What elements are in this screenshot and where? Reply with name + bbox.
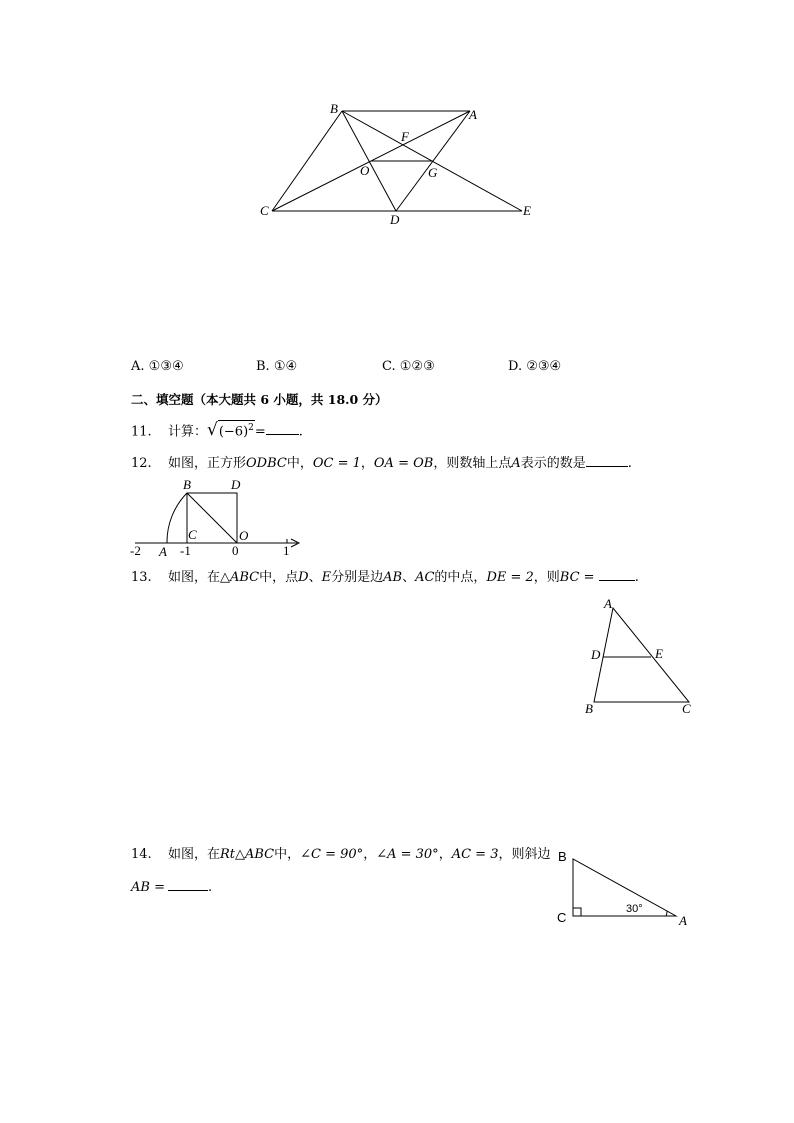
option-text: ①②③ (399, 359, 435, 374)
label-C: C (260, 203, 269, 218)
label-O: O (360, 163, 370, 178)
label-B: B (585, 701, 593, 716)
q14-text: ， (438, 847, 452, 862)
triangle-ABC (594, 608, 689, 702)
q14-triangle: Rt△ABC (219, 847, 275, 862)
question-12 (131, 453, 632, 473)
label-C: C (557, 910, 567, 925)
angle-label: 30° (626, 903, 643, 915)
label-C: C (682, 701, 691, 716)
q13-text: 的中点， (434, 570, 487, 585)
option-letter: A. (131, 359, 145, 374)
option-a[interactable] (131, 359, 184, 374)
tick-label: 0 (232, 543, 239, 558)
option-b[interactable] (256, 359, 297, 374)
q12-square: ODBC (245, 456, 287, 471)
option-text: ①④ (273, 359, 298, 374)
q13-suffix: . (634, 570, 639, 585)
q12-text: ，则数轴上点 (433, 456, 512, 471)
q13-triangle: △ABC (219, 570, 260, 585)
label-B: B (558, 849, 567, 864)
q14-condition: ∠A = 30° (376, 847, 439, 862)
option-letter: D. (508, 359, 523, 374)
q12-text: 中， (286, 456, 313, 471)
label-D: D (231, 477, 241, 492)
arc-BA (167, 493, 187, 543)
answer-blank[interactable] (168, 877, 208, 891)
q13-ask: BC = (559, 570, 595, 585)
label-A: A (159, 544, 167, 559)
angle-arc-A (666, 911, 667, 916)
answer-blank[interactable] (586, 453, 628, 467)
radicand: (−6) (218, 424, 249, 440)
option-text: ②③④ (526, 359, 562, 374)
q14-text: 如图，在 (167, 847, 220, 862)
q13-point: D (298, 570, 309, 585)
right-angle-mark (573, 908, 581, 916)
q14-condition: AC = 3 (451, 847, 499, 862)
label-G: G (428, 165, 438, 180)
triangle-midline-figure (582, 596, 697, 720)
question-number: 12. (131, 456, 152, 471)
label-B: B (330, 101, 338, 116)
option-c[interactable] (382, 359, 435, 374)
q13-text: 、 (402, 570, 416, 585)
label-A: A (604, 596, 612, 611)
question-number: 11. (131, 424, 152, 440)
q13-text: 、 (308, 570, 322, 585)
label-F: F (401, 129, 409, 144)
label-A: A (679, 913, 687, 928)
top-geometry-figure (250, 95, 550, 230)
tick-label: -2 (130, 543, 141, 558)
option-letter: C. (382, 359, 396, 374)
triangle-ABC (573, 859, 676, 916)
number-line-figure (125, 478, 310, 560)
exponent: 2 (248, 423, 254, 433)
label-E: E (523, 203, 531, 218)
q14-text: 中， (274, 847, 301, 862)
label-O: O (239, 528, 249, 543)
q13-side: AC (415, 570, 435, 585)
tick-label: -1 (180, 543, 191, 558)
right-triangle-figure (552, 846, 697, 930)
q12-text: 如图，正方形 (167, 456, 246, 471)
q12-suffix: . (627, 456, 632, 471)
option-text: ①③④ (148, 359, 184, 374)
question-14 (131, 846, 550, 864)
q14-text: ，则斜边 (498, 847, 551, 862)
question-13 (131, 567, 639, 587)
q14-suffix: . (207, 880, 213, 895)
q14-condition: ∠C = 90° (300, 847, 364, 862)
q13-point: E (321, 570, 332, 585)
q11-prefix: 计算： (167, 424, 207, 440)
q12-condition: OA = OB (373, 456, 434, 471)
q14-text: ， (363, 847, 377, 862)
answer-blank[interactable] (266, 421, 299, 435)
q12-point: A (511, 456, 521, 471)
label-B: B (183, 477, 191, 492)
answer-blank[interactable] (599, 567, 635, 581)
label-E: E (655, 646, 663, 661)
q12-condition: OC = 1 (312, 456, 361, 471)
sqrt-expression: √ $(-6)^2$ (206, 420, 254, 441)
q13-side: AB (383, 570, 403, 585)
question-11 (131, 420, 303, 441)
q14-ask: AB = (131, 880, 165, 895)
tick-label: 1 (283, 543, 290, 558)
q11-suffix: . (298, 424, 303, 440)
label-D: D (591, 647, 601, 662)
segment-BC (272, 111, 342, 211)
question-number: 13. (131, 570, 152, 585)
q13-text: 中，点 (259, 570, 299, 585)
question-number: 14. (131, 847, 152, 862)
q12-text: 表示的数是 (520, 456, 586, 471)
q13-text: 如图，在 (167, 570, 220, 585)
label-A: A (469, 107, 477, 122)
option-letter: B. (256, 359, 270, 374)
label-D: D (390, 212, 400, 227)
q13-condition: DE = 2 (486, 570, 534, 585)
q12-text: ， (360, 456, 374, 471)
equals: = (254, 424, 266, 440)
q13-text: 分别是边 (331, 570, 384, 585)
label-C: C (188, 527, 197, 542)
q13-text: ，则 (533, 570, 560, 585)
question-14-line2 (131, 877, 212, 897)
section-heading: 二、填空题（本大题共 6 小题，共 18.0 分） (131, 392, 388, 407)
option-d[interactable] (508, 359, 561, 374)
